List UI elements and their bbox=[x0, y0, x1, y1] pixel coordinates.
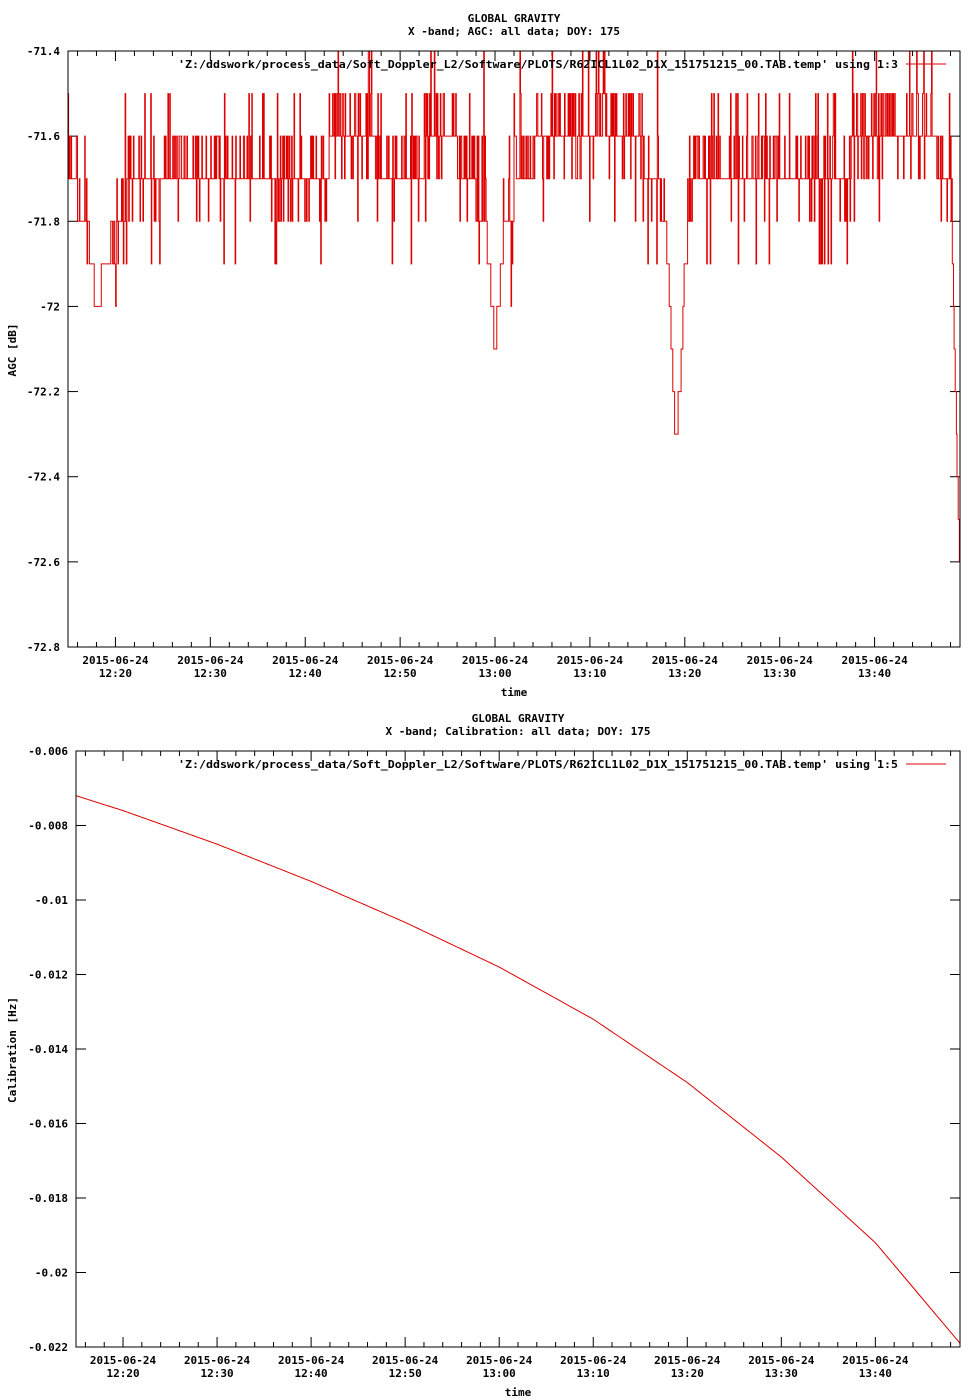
x-tick-label-date: 2015-06-24 bbox=[556, 654, 624, 667]
y-axis-label: AGC [dB] bbox=[6, 323, 19, 377]
x-tick-label-date: 2015-06-24 bbox=[748, 1354, 815, 1367]
x-tick-label-date: 2015-06-24 bbox=[466, 1354, 533, 1367]
y-tick-label: -72.6 bbox=[26, 555, 60, 569]
x-tick-label-time: 13:20 bbox=[668, 667, 702, 680]
y-tick-label: -72.8 bbox=[26, 641, 60, 654]
x-tick-label-date: 2015-06-24 bbox=[560, 1354, 627, 1367]
x-tick-label-date: 2015-06-24 bbox=[746, 654, 813, 667]
x-tick-label-date: 2015-06-24 bbox=[654, 1354, 721, 1367]
x-tick-label-time: 13:40 bbox=[858, 667, 892, 680]
x-tick-label-date: 2015-06-24 bbox=[651, 654, 718, 667]
y-tick-label: -0.02 bbox=[34, 1266, 68, 1280]
x-tick-label-time: 12:20 bbox=[98, 667, 133, 680]
x-tick-label-time: 12:40 bbox=[288, 667, 322, 680]
y-tick-label: -0.012 bbox=[28, 968, 68, 982]
chart-subtitle: X -band; AGC: all data; DOY: 175 bbox=[408, 25, 620, 38]
x-tick-label-time: 12:50 bbox=[388, 1367, 422, 1380]
x-tick-label-time: 13:30 bbox=[763, 667, 797, 680]
x-tick-label-time: 12:50 bbox=[383, 667, 417, 680]
y-axis-label: Calibration [Hz] bbox=[6, 997, 19, 1103]
x-axis-label: time bbox=[500, 686, 528, 699]
y-tick-label: -71.6 bbox=[26, 130, 60, 144]
y-tick-label: -0.022 bbox=[28, 1341, 68, 1354]
x-tick-label-time: 13:10 bbox=[576, 1367, 610, 1380]
calibration-chart bbox=[0, 700, 980, 1400]
chart-title: GLOBAL GRAVITY bbox=[471, 712, 565, 725]
x-tick-label-time: 12:20 bbox=[106, 1367, 140, 1380]
x-tick-label-time: 13:20 bbox=[670, 1367, 704, 1380]
data-series-line bbox=[68, 8, 960, 562]
x-tick-label-date: 2015-06-24 bbox=[277, 1354, 345, 1367]
x-tick-label-time: 12:30 bbox=[193, 667, 227, 680]
y-tick-label: -0.014 bbox=[28, 1043, 68, 1056]
x-tick-label-date: 2015-06-24 bbox=[89, 1354, 157, 1367]
x-tick-label-date: 2015-06-24 bbox=[82, 654, 149, 667]
y-tick-label: -0.018 bbox=[28, 1192, 68, 1205]
y-tick-label: -72.4 bbox=[26, 470, 60, 484]
x-tick-label-time: 12:40 bbox=[294, 1367, 328, 1380]
axis-ticks bbox=[76, 751, 960, 1347]
x-tick-label-time: 13:10 bbox=[573, 667, 607, 680]
y-tick-label: -0.01 bbox=[34, 894, 68, 907]
chart-title: GLOBAL GRAVITY bbox=[467, 12, 561, 25]
data-series-line bbox=[76, 796, 960, 1344]
x-tick-label-date: 2015-06-24 bbox=[461, 654, 529, 667]
y-tick-label: -0.016 bbox=[28, 1117, 68, 1131]
x-tick-label-date: 2015-06-24 bbox=[177, 654, 244, 667]
x-tick-label-date: 2015-06-24 bbox=[372, 1354, 439, 1367]
legend-label: 'Z:/ddswork/process_data/Soft_Doppler_L2/Software/PLOTS/R62ICL1L02_D1X_151751215_00.TAB.temp' using 1:3 bbox=[178, 58, 899, 71]
x-tick-label-date: 2015-06-24 bbox=[272, 654, 339, 667]
y-tick-label: -72 bbox=[40, 300, 60, 314]
x-tick-label-date: 2015-06-24 bbox=[841, 654, 908, 667]
x-tick-label-date: 2015-06-24 bbox=[842, 1354, 909, 1367]
plot-frame bbox=[76, 751, 960, 1347]
x-tick-label-date: 2015-06-24 bbox=[367, 654, 434, 667]
y-tick-label: -71.4 bbox=[26, 45, 60, 58]
y-tick-label: -0.006 bbox=[28, 745, 68, 758]
x-tick-label-date: 2015-06-24 bbox=[183, 1354, 251, 1367]
y-tick-label: -0.008 bbox=[28, 819, 68, 833]
x-tick-label-time: 13:00 bbox=[478, 667, 512, 680]
chart-subtitle: X -band; Calibration: all data; DOY: 175 bbox=[385, 725, 651, 738]
y-tick-label: -71.8 bbox=[26, 215, 60, 229]
x-tick-label-time: 12:30 bbox=[200, 1367, 234, 1380]
x-tick-label-time: 13:30 bbox=[764, 1367, 798, 1380]
legend-label: 'Z:/ddswork/process_data/Soft_Doppler_L2/Software/PLOTS/R62ICL1L02_D1X_151751215_00.TAB.temp' using 1:5 bbox=[178, 758, 899, 771]
y-tick-label: -72.2 bbox=[26, 385, 60, 399]
x-tick-label-time: 13:00 bbox=[482, 1367, 516, 1380]
x-tick-label-time: 13:40 bbox=[858, 1367, 892, 1380]
x-axis-label: time bbox=[504, 1386, 532, 1399]
